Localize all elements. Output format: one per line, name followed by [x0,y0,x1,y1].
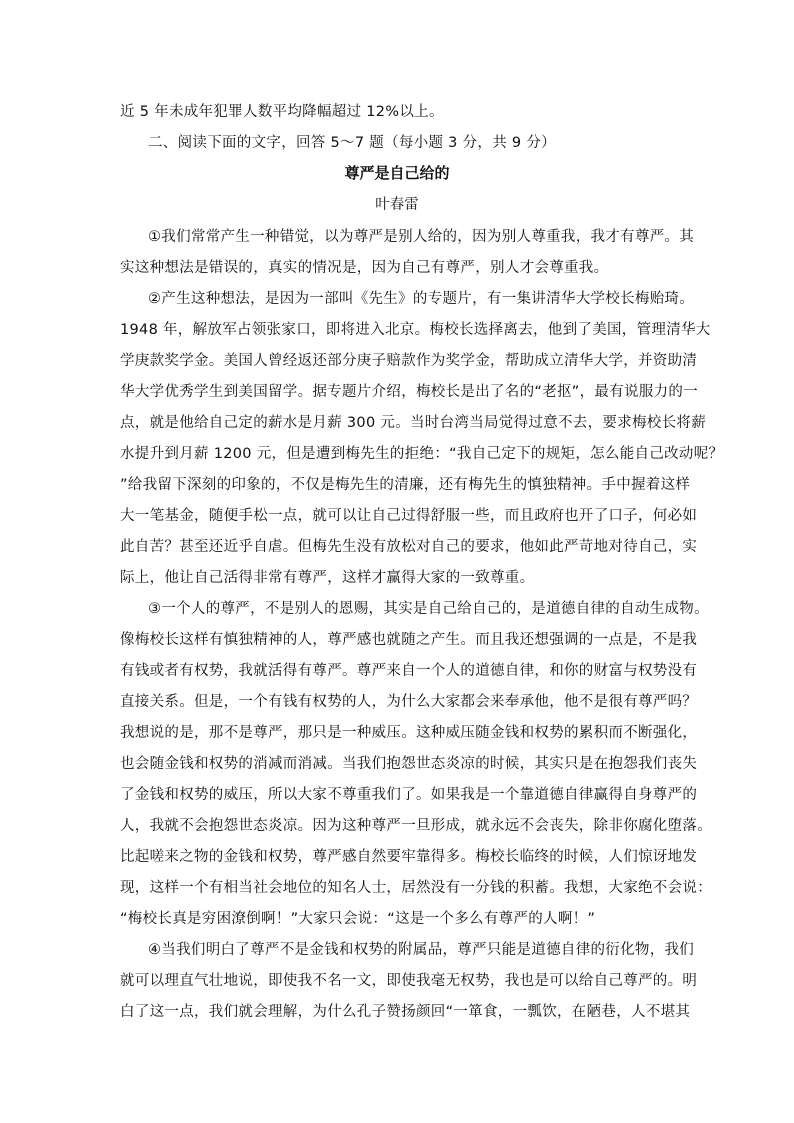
article-title: 尊严是自己给的 [344,164,450,182]
paragraph-line: 比起嗟来之物的金钱和权势，尊严感自然要牢靠得多。梅校长临终的时候，人们惊讶地发 [120,849,698,865]
paragraph-line: ④当我们明白了尊严不是金钱和权势的附属品，尊严只能是道德自律的衍化物，我们 [148,942,695,958]
paragraph-line: 了金钱和权势的威压，所以大家不尊重我们了。如果我是一个靠道德自律赢得自身尊严的 [120,787,698,803]
paragraph-line: 像梅校长这样有慎独精神的人，尊严感也就随之产生。而且我还想强调的一点是，不是我 [120,632,698,648]
paragraph-line: 现，这样一个有相当社会地位的知名人士，居然没有一分钱的积蓄。我想，大家绝不会说： [120,880,712,896]
paragraph-line: 直接关系。但是，一个有钱有权势的人，为什么大家都会来奉承他，他不是很有尊严吗？ [120,694,698,710]
paragraph-line: 实这种想法是错误的，真实的情况是，因为自己有尊严，别人才会尊重我。 [120,260,609,276]
paragraph-line: 际上，他让自己活得非常有尊严，这样才赢得大家的一致尊重。 [120,570,535,586]
section-heading: 二、阅读下面的文字，回答 5～7 题（每小题 3 分，共 9 分） [148,135,556,151]
paragraph-line: 1948 年，解放军占领张家口，即将进入北京。梅校长选择离去，他到了美国，管理清华大 [120,322,711,338]
paragraph-line: 此自苦？甚至还近乎自虐。但梅先生没有放松对自己的要求，他如此严苛地对待自己，实 [120,539,698,555]
paragraph-line: ③一个人的尊严，不是别人的恩赐，其实是自己给自己的，是道德自律的自动生成物。 [148,601,709,617]
paragraph-line: 就可以理直气壮地说，即使我不名一文，即使我毫无权势，我也是可以给自己尊严的。明 [120,973,698,989]
paragraph-line: 白了这一点，我们就会理解，为什么孔子赞扬颜回“一箪食，一瓢饮，在陋巷，人不堪其 [120,1004,691,1020]
paragraph-line: ”给我留下深刻的印象的，不仅是梅先生的清廉，还有梅先生的慎独精神。手中握着这样 [120,477,691,493]
paragraph-line: ①我们常常产生一种错觉，以为尊严是别人给的，因为别人尊重我，我才有尊严。其 [148,229,695,245]
paragraph-line: 水提升到月薪 1200 元，但是遭到梅先生的拒绝：“我自己定下的规矩，怎么能自己改动呢？ [120,446,724,462]
paragraph-line: 点，就是他给自己定的薪水是月薪 300 元。当时台湾当局觉得过意不去，要求梅校长将薪 [120,415,706,431]
paragraph-line: ②产生这种想法，是因为一部叫《先生》的专题片，有一集讲清华大学校长梅贻琦。 [148,291,695,307]
article-author: 叶春雷 [375,197,419,213]
intro-line: 近 5 年未成年犯罪人数平均降幅超过 12%以上。 [120,104,444,120]
paragraph-line: 人，我就不会抱怨世态炎凉。因为这种尊严一旦形成，就永远不会丧失，除非你腐化堕落。 [120,818,712,834]
paragraph-line: 我想说的是，那不是尊严，那只是一种威压。这种威压随金钱和权势的累积而不断强化， [120,725,698,741]
paragraph-line: 也会随金钱和权势的消减而消减。当我们抱怨世态炎凉的时候，其实只是在抱怨我们丧失 [120,756,698,772]
paragraph-line: 华大学优秀学生到美国留学。据专题片介绍，梅校长是出了名的“老抠”，最有说服力的一 [120,384,699,400]
paragraph-line: 有钱或者有权势，我就活得有尊严。尊严来自一个人的道德自律，和你的财富与权势没有 [120,663,698,679]
paragraph-line: “梅校长真是穷困潦倒啊！”大家只会说：“这是一个多么有尊严的人啊！” [120,911,596,927]
paragraph-line: 大一笔基金，随便手松一点，就可以让自己过得舒服一些，而且政府也开了口子，何必如 [120,508,698,524]
paragraph-line: 学庚款奖学金。美国人曾经返还部分庚子赔款作为奖学金，帮助成立清华大学，并资助清 [120,353,698,369]
